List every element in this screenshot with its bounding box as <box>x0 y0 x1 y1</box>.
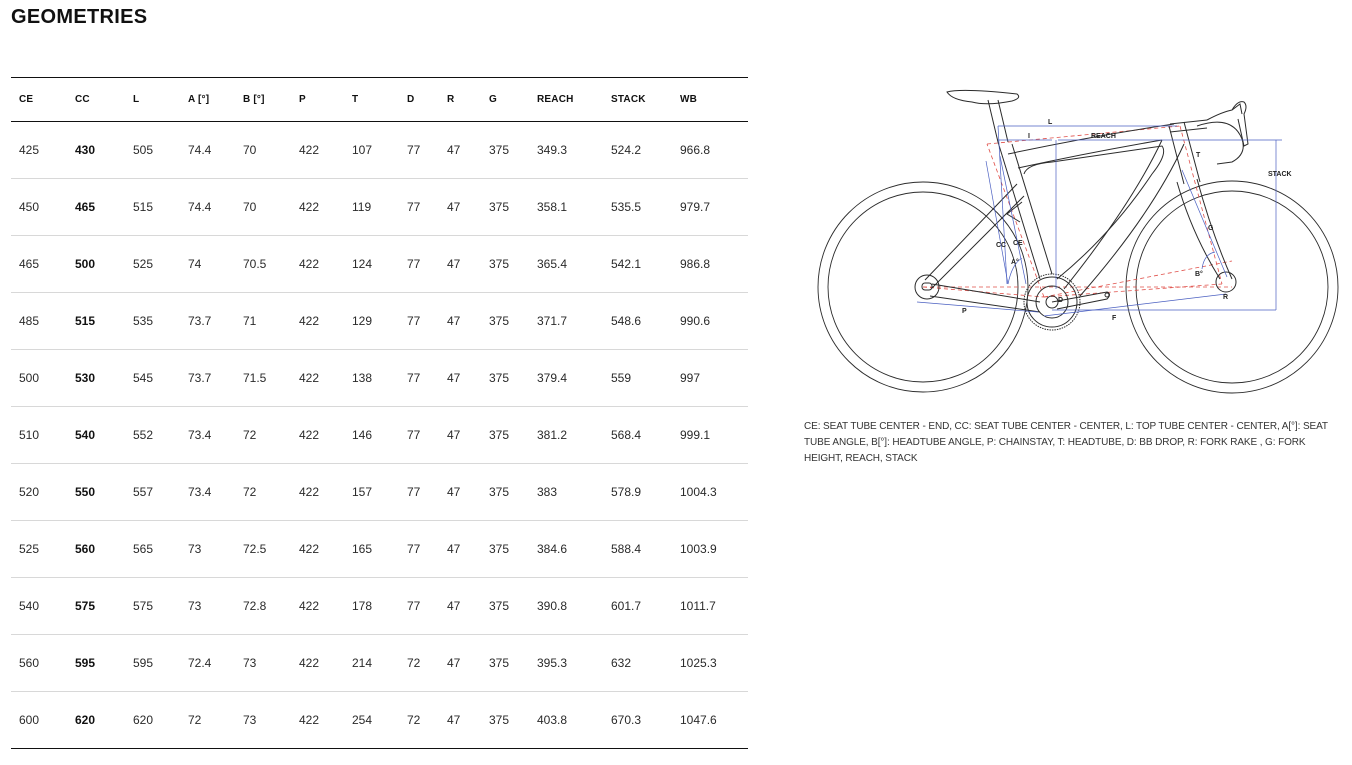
label-b-angle: B° <box>1195 271 1203 278</box>
table-cell: 620 <box>75 713 96 727</box>
table-cell: 358.1 <box>537 200 568 214</box>
bike-geometry-diagram <box>812 84 1347 399</box>
table-cell: 73 <box>188 599 202 613</box>
table-cell: 129 <box>352 314 373 328</box>
table-cell: 565 <box>133 542 154 556</box>
table-cell: 600 <box>19 713 40 727</box>
column-header: L <box>133 94 140 105</box>
table-cell: 422 <box>299 371 320 385</box>
table-row <box>11 122 748 179</box>
table-row <box>11 578 748 635</box>
table-cell: 73 <box>188 542 202 556</box>
table-cell: 548.6 <box>611 314 642 328</box>
table-cell: 485 <box>19 314 40 328</box>
label-a-angle: A° <box>1011 259 1019 266</box>
table-cell: 47 <box>447 428 461 442</box>
table-cell: 422 <box>299 713 320 727</box>
table-cell: 72.5 <box>243 542 267 556</box>
bike-illustration <box>812 84 1347 399</box>
table-cell: 524.2 <box>611 143 642 157</box>
table-cell: 47 <box>447 599 461 613</box>
table-cell: 1025.3 <box>680 656 717 670</box>
column-header: D <box>407 94 415 105</box>
table-cell: 375 <box>489 428 510 442</box>
table-cell: 588.4 <box>611 542 642 556</box>
table-cell: 632 <box>611 656 632 670</box>
table-cell: 422 <box>299 485 320 499</box>
table-cell: 74.4 <box>188 143 212 157</box>
table-cell: 1004.3 <box>680 485 717 499</box>
table-cell: 70 <box>243 200 257 214</box>
column-header: REACH <box>537 94 574 105</box>
table-cell: 47 <box>447 485 461 499</box>
table-cell: 72 <box>243 485 257 499</box>
table-cell: 73.7 <box>188 371 212 385</box>
label-ce: CE <box>1013 240 1023 247</box>
table-cell: 559 <box>611 371 632 385</box>
dimension-lines <box>917 126 1282 316</box>
table-cell: 552 <box>133 428 154 442</box>
table-cell: 966.8 <box>680 143 711 157</box>
table-cell: 77 <box>407 143 421 157</box>
table-cell: 542.1 <box>611 257 642 271</box>
table-cell: 375 <box>489 542 510 556</box>
table-cell: 74.4 <box>188 200 212 214</box>
label-cc: CC <box>996 242 1007 249</box>
table-cell: 510 <box>19 428 40 442</box>
table-cell: 450 <box>19 200 40 214</box>
table-cell: 422 <box>299 599 320 613</box>
table-cell: 595 <box>75 656 96 670</box>
table-cell: 403.8 <box>537 713 568 727</box>
table-cell: 375 <box>489 200 510 214</box>
table-cell: 254 <box>352 713 373 727</box>
label-g: G <box>1208 225 1214 232</box>
column-header: STACK <box>611 94 646 105</box>
table-cell: 601.7 <box>611 599 642 613</box>
table-cell: 375 <box>489 371 510 385</box>
table-cell: 999.1 <box>680 428 711 442</box>
column-header: B [°] <box>243 94 265 105</box>
table-cell: 124 <box>352 257 373 271</box>
table-cell: 47 <box>447 143 461 157</box>
table-row <box>11 179 748 236</box>
table-cell: 73 <box>243 713 257 727</box>
table-cell: 422 <box>299 428 320 442</box>
table-cell: 979.7 <box>680 200 711 214</box>
table-row <box>11 236 748 293</box>
column-header: A [°] <box>188 94 210 105</box>
table-cell: 530 <box>75 371 96 385</box>
table-cell: 47 <box>447 713 461 727</box>
table-cell: 365.4 <box>537 257 568 271</box>
table-cell: 505 <box>133 143 154 157</box>
table-cell: 560 <box>75 542 96 556</box>
table-row <box>11 293 748 350</box>
table-cell: 535 <box>133 314 154 328</box>
table-cell: 395.3 <box>537 656 568 670</box>
column-header: T <box>352 94 359 105</box>
table-cell: 77 <box>407 542 421 556</box>
table-cell: 77 <box>407 314 421 328</box>
table-cell: 77 <box>407 371 421 385</box>
table-cell: 422 <box>299 314 320 328</box>
label-d: D <box>1058 297 1064 304</box>
table-cell: 557 <box>133 485 154 499</box>
table-cell: 165 <box>352 542 373 556</box>
column-header: G <box>489 94 497 105</box>
geometry-legend: CE: SEAT TUBE CENTER - END, CC: SEAT TUBE CENTER - CENTER, L: TOP TUBE CENTER - CENTER, A[°]: SEAT TUBE ANGLE, B[°]: HEADTUBE ANGLE, P: CHAINSTAY, T: HEADTUBE, D: BB DROP, R: FORK RAKE , G: FORK HEIGHT, REACH, STACK <box>804 421 1328 464</box>
table-cell: 986.8 <box>680 257 711 271</box>
label-p: P <box>962 308 967 315</box>
table-cell: 515 <box>75 314 96 328</box>
table-cell: 578.9 <box>611 485 642 499</box>
table-cell: 47 <box>447 257 461 271</box>
table-cell: 73.4 <box>188 428 212 442</box>
chainring <box>1024 274 1110 330</box>
table-cell: 375 <box>489 314 510 328</box>
page-title: GEOMETRIES <box>11 6 148 28</box>
table-cell: 620 <box>133 713 154 727</box>
table-cell: 119 <box>352 200 372 214</box>
column-header: WB <box>680 94 698 105</box>
label-i: I <box>1028 133 1030 140</box>
table-cell: 77 <box>407 257 421 271</box>
table-cell: 535.5 <box>611 200 642 214</box>
table-cell: 72 <box>407 713 421 727</box>
table-cell: 47 <box>447 656 461 670</box>
table-row <box>11 635 748 692</box>
table-cell: 375 <box>489 656 510 670</box>
table-cell: 381.2 <box>537 428 568 442</box>
table-cell: 72 <box>188 713 202 727</box>
table-row <box>11 350 748 407</box>
label-l: L <box>1048 119 1053 126</box>
table-cell: 72.4 <box>188 656 212 670</box>
frame <box>915 90 1248 312</box>
table-cell: 371.7 <box>537 314 568 328</box>
table-cell: 73.7 <box>188 314 212 328</box>
table-cell: 375 <box>489 143 510 157</box>
table-cell: 670.3 <box>611 713 642 727</box>
table-cell: 422 <box>299 143 320 157</box>
table-cell: 138 <box>352 371 373 385</box>
table-cell: 384.6 <box>537 542 568 556</box>
table-cell: 997 <box>680 371 701 385</box>
table-cell: 379.4 <box>537 371 568 385</box>
table-cell: 1047.6 <box>680 713 717 727</box>
table-cell: 178 <box>352 599 373 613</box>
table-cell: 550 <box>75 485 96 499</box>
table-cell: 575 <box>133 599 154 613</box>
table-cell: 77 <box>407 428 421 442</box>
table-cell: 515 <box>133 200 154 214</box>
table-cell: 520 <box>19 485 40 499</box>
column-header: CC <box>75 94 90 105</box>
table-cell: 425 <box>19 143 40 157</box>
table-cell: 575 <box>75 599 96 613</box>
label-r: R <box>1223 294 1229 301</box>
table-cell: 70.5 <box>243 257 267 271</box>
column-header: P <box>299 94 306 105</box>
table-cell: 500 <box>19 371 40 385</box>
table-cell: 77 <box>407 485 421 499</box>
table-cell: 47 <box>447 314 461 328</box>
label-f: F <box>1112 315 1117 322</box>
label-stack: STACK <box>1268 171 1292 178</box>
table-cell: 545 <box>133 371 154 385</box>
column-header: R <box>447 94 455 105</box>
table-cell: 71 <box>243 314 257 328</box>
table-cell: 390.8 <box>537 599 568 613</box>
column-header: CE <box>19 94 34 105</box>
table-cell: 70 <box>243 143 257 157</box>
table-row <box>11 407 748 464</box>
table-cell: 47 <box>447 200 461 214</box>
table-cell: 568.4 <box>611 428 642 442</box>
table-cell: 73.4 <box>188 485 212 499</box>
table-cell: 465 <box>75 200 96 214</box>
label-reach: REACH <box>1091 133 1116 140</box>
table-cell: 540 <box>75 428 96 442</box>
table-cell: 77 <box>407 200 421 214</box>
table-cell: 71.5 <box>243 371 267 385</box>
table-cell: 73 <box>243 656 257 670</box>
table-cell: 525 <box>133 257 154 271</box>
table-cell: 146 <box>352 428 373 442</box>
table-cell: 422 <box>299 656 320 670</box>
table-cell: 72 <box>407 656 421 670</box>
table-cell: 540 <box>19 599 40 613</box>
table-header-row <box>11 78 748 122</box>
table-cell: 107 <box>352 143 373 157</box>
table-cell: 375 <box>489 485 510 499</box>
table-cell: 500 <box>75 257 96 271</box>
table-body <box>11 122 748 749</box>
table-cell: 47 <box>447 371 461 385</box>
table-cell: 349.3 <box>537 143 568 157</box>
table-row <box>11 464 748 521</box>
table-cell: 1003.9 <box>680 542 717 556</box>
table-cell: 72 <box>243 428 257 442</box>
table-cell: 375 <box>489 599 510 613</box>
table-cell: 375 <box>489 257 510 271</box>
table-cell: 77 <box>407 599 421 613</box>
table-row <box>11 692 748 749</box>
table-cell: 465 <box>19 257 40 271</box>
table-cell: 74 <box>188 257 202 271</box>
table-cell: 157 <box>352 485 373 499</box>
table-row <box>11 521 748 578</box>
geometry-table <box>11 77 748 749</box>
table-cell: 1011.7 <box>680 599 716 613</box>
table-cell: 422 <box>299 200 320 214</box>
label-t: T <box>1196 152 1201 159</box>
table-cell: 422 <box>299 542 320 556</box>
table-cell: 375 <box>489 713 510 727</box>
table-cell: 560 <box>19 656 40 670</box>
table-cell: 990.6 <box>680 314 711 328</box>
table-cell: 383 <box>537 485 558 499</box>
table-cell: 595 <box>133 656 154 670</box>
table-cell: 525 <box>19 542 40 556</box>
table-cell: 430 <box>75 143 96 157</box>
table-cell: 47 <box>447 542 461 556</box>
table-cell: 72.8 <box>243 599 267 613</box>
table-cell: 422 <box>299 257 320 271</box>
table-cell: 214 <box>352 656 373 670</box>
